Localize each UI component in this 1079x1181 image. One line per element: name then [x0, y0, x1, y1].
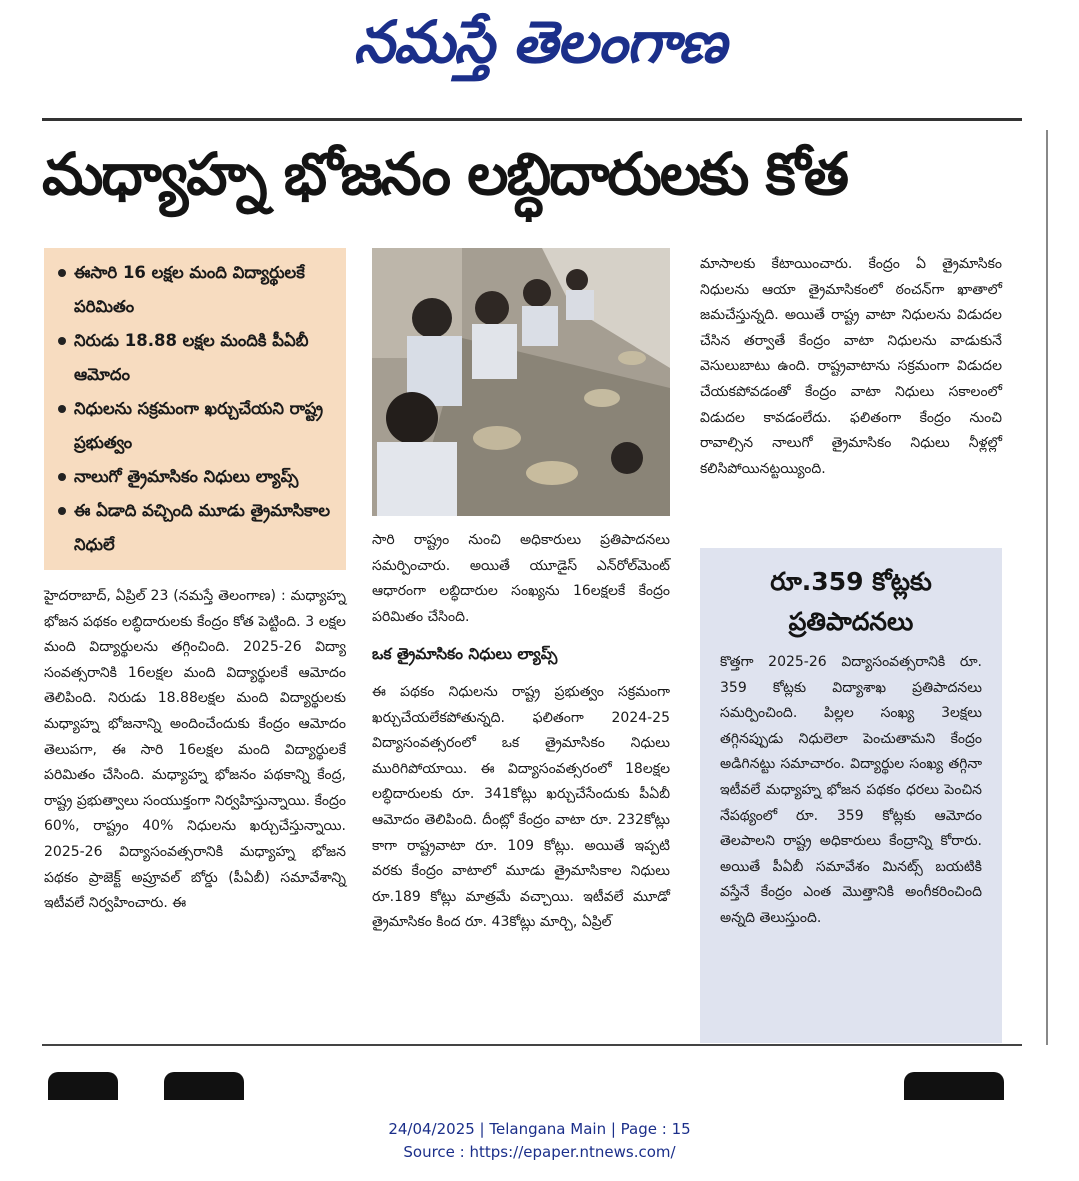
article-column-1 [44, 584, 346, 917]
next-article-headline-fragment [44, 1050, 1004, 1100]
footer-date-page: 24/04/2025 | Telangana Main | Page : 15 [388, 1120, 691, 1138]
article-body-text: సారి రాష్ట్రం నుంచి అధికారులు ప్రతిపాదనలు సమర్పించారు. అయితే యూడైస్ ఎన్‌రోల్‌మెంట్ ఆధారంగా లబ్ధిదారుల సంఖ్యను 16లక్షలకే కేంద్రం పరిమితం చేసింది. [372, 532, 670, 625]
newspaper-masthead: నమస్తే తెలంగాణ [353, 8, 726, 76]
adjacent-article-border [1046, 130, 1048, 1045]
sidebar-body: కొత్తగా 2025-26 విద్యాసంవత్సరానికి రూ. 359 కోట్లకు విద్యాశాఖ ప్రతిపాదనలు సమర్పించింది. పిల్లల సంఖ్య 3లక్షలు తగ్గినప్పుడు నిధులెలా పెంచుతామని కేంద్రం అడిగినట్టు సమాచారం. విద్యార్థుల సంఖ్య తగ్గినా ఇటీవలే మధ్యాహ్న భోజన పథకం ధరలు పెంచిన నేపథ్యంలో రూ. 359 కోట్లకు ఆమోదం తెలపాలని రాష్ట్ర అధికారులు కేంద్రాన్ని కోరారు. అయితే పీఏబీ సమావేశం మినట్స్ బయటికి వస్తేనే కేంద్రం ఎంత మొత్తానికి అంగీకరించింది అన్నది తెలుస్తుంది. [720, 654, 982, 926]
bottom-rule [42, 1044, 1022, 1046]
sidebar-title: రూ.359 కోట్లకు ప్రతిపాదనలు [770, 567, 932, 636]
news-photo [372, 248, 670, 516]
article-body-text: మాసాలకు కేటాయించారు. కేంద్రం ఏ త్రైమాసికం నిధులను ఆయా త్రైమాసికంలో ఠంచన్‌గా ఖాతాలో జమచేస్తున్నది. అయితే రాష్ట్ర వాటా నిధులను విడుదల చేసిన తర్వాతే కేంద్రం వాటా నిధులను వాడుకునే వెసులుబాటు ఉంది. రాష్ట్రవాటాను సక్రమంగా విడుదల చేయకపోవడంతో కేంద్రం వాటా నిధులు సకాలంలో విడుదల కావడంలేదు. ఫలితంగా కేంద్రం నుంచి రావాల్సిన నాలుగో త్రైమాసికం నిధులు నీళ్లల్లో కలిసిపోయినట్టయ్యింది. [700, 256, 1002, 477]
highlight-item: ఈసారి 16 లక్షల మంది విద్యార్థులకే పరిమితం [58, 256, 338, 324]
footer-source: Source : https://epaper.ntnews.com/ [403, 1143, 676, 1161]
highlight-item: ఈ ఏడాది వచ్చింది మూడు త్రైమాసికాల నిధులే [58, 494, 338, 562]
sidebar-box [700, 548, 1002, 1043]
article-headline: మధ్యాహ్న భోజనం లబ్ధిదారులకు కోత [42, 140, 847, 208]
article-body-text: హైదరాబాద్, ఏప్రిల్ 23 (నమస్తే తెలంగాణ) : మధ్యాహ్న భోజన పథకం లబ్ధిదారులకు కేంద్రం కోత పెట్టింది. 3 లక్షల మంది విద్యార్థులను తగ్గించింది. 2025-26 విద్యా సంవత్సరానికి 16లక్షల మంది విద్యార్థులకే ఆమోదం తెలిపింది. నిరుడు 18.88లక్షల మంది విద్యార్థులకు మధ్యాహ్న భోజనాన్ని అందించేందుకు కేంద్రం ఆమోదం తెలుపగా, ఈ సారి 16లక్షల మంది విద్యార్థులకే పరిమితం చేసింది. మధ్యాహ్న భోజనం పథకాన్ని కేంద్ర, రాష్ట్ర ప్రభుత్వాలు సంయుక్తంగా నిర్వహిస్తున్నాయి. కేంద్రం 60%, రాష్ట్రం 40% నిధులను ఖర్చుచేస్తున్నాయి. 2025-26 విద్యాసంవత్సరానికి మధ్యాహ్న భోజన పథకం ప్రాజెక్ట్ అప్రూవల్ బోర్డు (పీఏబీ) సమావేశాన్ని ఇటీవలే నిర్వహించారు. ఈ [44, 588, 346, 912]
article-body-text: ఈ పథకం నిధులను రాష్ట్ర ప్రభుత్వం సక్రమంగా ఖర్చుచేయలేకపోతున్నది. ఫలితంగా 2024-25 విద్యాసంవత్సరంలో ఒక త్రైమాసికం నిధులు మురిగిపోయాయి. ఈ విద్యాసంవత్సరంలో 18లక్షల లబ్ధిదారులకు రూ. 341కోట్లు ఖర్చుచేసేందుకు పీఏబీ ఆమోదం తెలిపింది. దీంట్లో కేంద్రం వాటా రూ. 232కోట్లు కాగా రాష్ట్రవాటా రూ. 109 కోట్లు. అయితే ఇప్పటి వరకు కేంద్రం వాటాలో మూడు త్రైమాసికాల నిధులు రూ.189 కోట్లు మాత్రమే వచ్చాయి. ఇటీవలే మూడో త్రైమాసికం కింద రూ. 43కోట్లు మార్చి, ఏప్రిల్ [372, 683, 670, 931]
top-rule [42, 118, 1022, 121]
article-column-2 [372, 528, 670, 936]
students-eating-photo [372, 248, 670, 516]
highlights-box [44, 248, 346, 570]
highlight-item: నాలుగో త్రైమాసికం నిధులు ల్యాప్స్ [58, 460, 338, 494]
column-subheading: ఒక త్రైమాసికం నిధులు ల్యాప్స్ [372, 645, 558, 664]
article-column-3 [700, 252, 1002, 482]
highlight-item: నిరుడు 18.88 లక్షల మందికి పీఏబీ ఆమోదం [58, 324, 338, 392]
adjacent-article-fragment [1058, 140, 1079, 1040]
highlight-item: నిధులను సక్రమంగా ఖర్చుచేయని రాష్ట్ర ప్రభుత్వం [58, 392, 338, 460]
